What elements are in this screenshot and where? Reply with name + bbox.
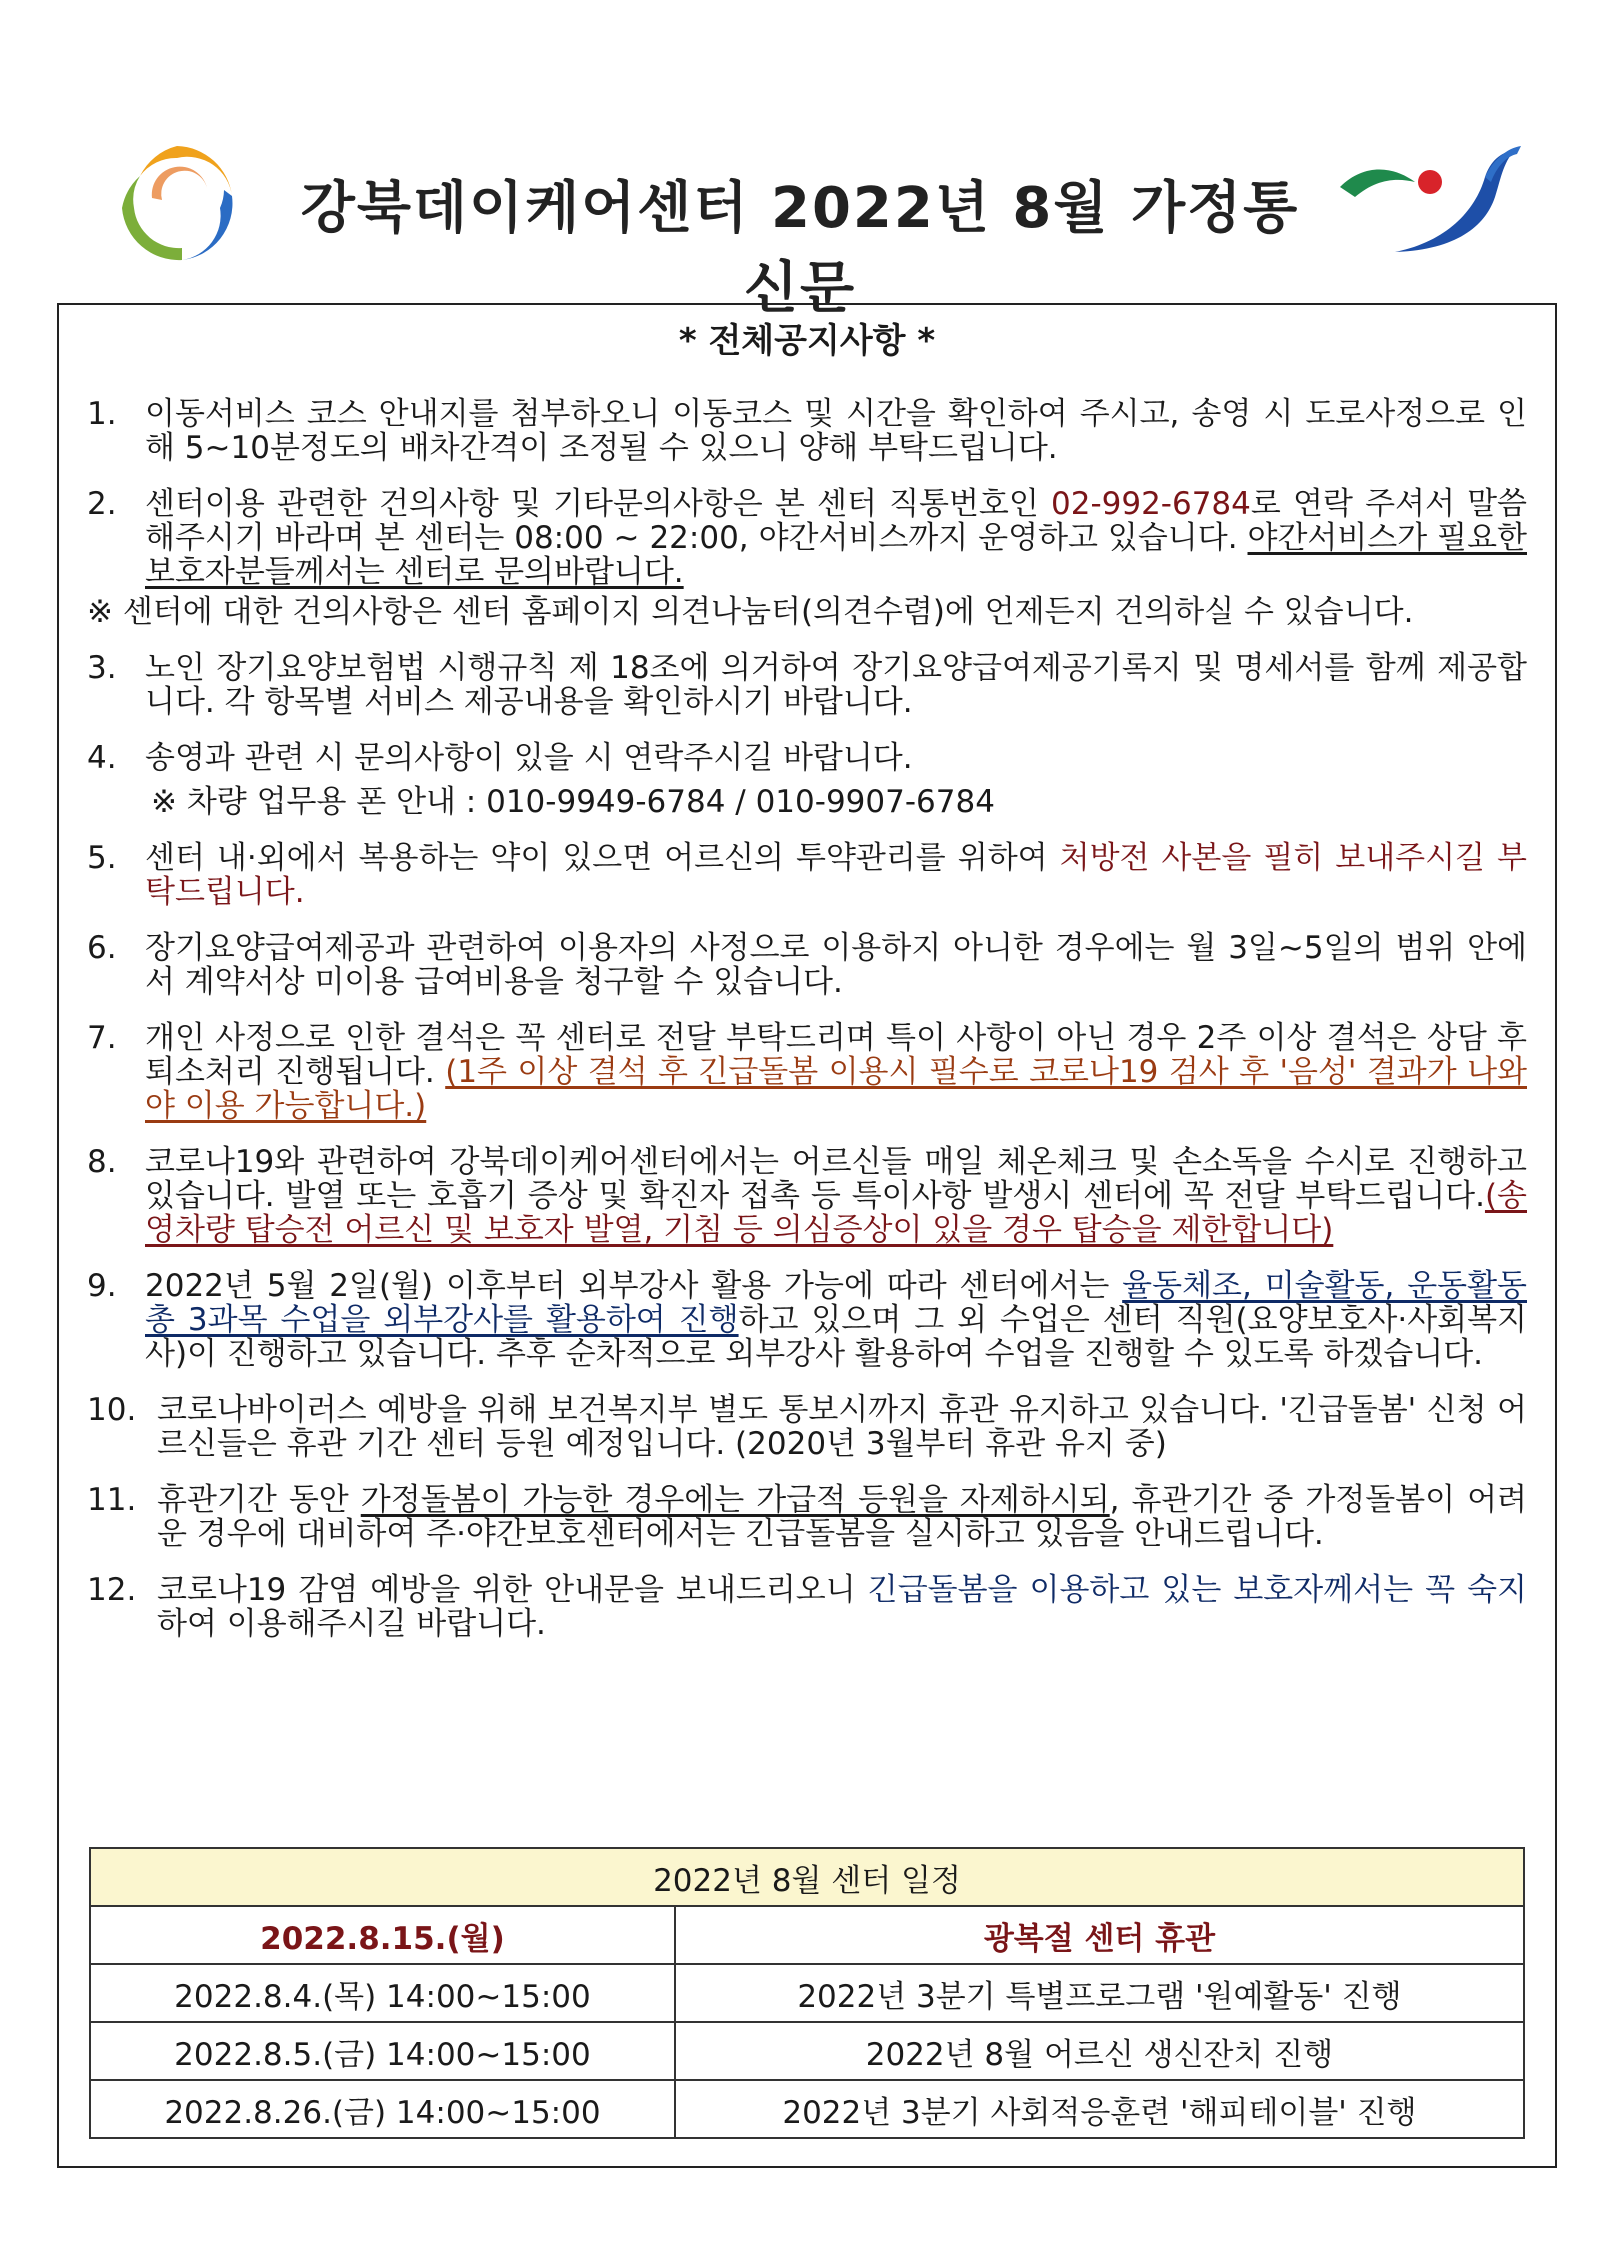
- item-number: 7.: [87, 1020, 117, 1056]
- notice-item-4: [87, 741, 1527, 819]
- item-text: 로 연락 주셔서 말씀해주시기 바라며 본 센터는 08:00 ~ 22:00, 야간서비스까지 운영하고 있습니다.: [145, 486, 1528, 556]
- notice-item-12: [87, 1573, 1527, 1641]
- schedule-date: 2022.8.5.(금) 14:00~15:00: [90, 2022, 675, 2080]
- item-text: 개인 사정으로 인한 결석은 꼭 센터로 전달 부탁드리며 특이 사항이 아닌 경우 2주 이상 결석은 상담 후 퇴소처리 진행됩니다.: [145, 1020, 1527, 1090]
- item-number: 4.: [87, 740, 117, 776]
- notice-frame: [57, 303, 1557, 2168]
- notice-item-3: [87, 651, 1527, 719]
- notice-item-6: [87, 931, 1527, 999]
- schedule-date: 2022.8.15.(월): [90, 1906, 675, 1964]
- notice-item-2: [87, 487, 1527, 629]
- schedule-title: 2022년 8월 센터 일정: [90, 1848, 1524, 1906]
- item-text-highlight: 긴급돌봄을 이용하고 있는 보호자께서는 꼭 숙지: [867, 1572, 1527, 1608]
- item-text-underlined: 야간서비스가 필요한 보호자분들께서는 센터로 문의바랍니다.: [145, 520, 1527, 590]
- item-text-underlined: 가정돌봄이 가능한 경우에는 가급적 등원을 자제하시되: [360, 1482, 1110, 1518]
- item-number: 10.: [87, 1392, 137, 1428]
- item-number: 1.: [87, 396, 117, 432]
- item-text: , 휴관기간 중 가정돌봄이 어려운 경우에 대비하여 주·야간보호센터에서는 긴급돌봄을 실시하고 있음을 안내드립니다.: [157, 1482, 1528, 1552]
- schedule-event: 2022년 3분기 특별프로그램 '원예활동' 진행: [675, 1964, 1524, 2022]
- center-phone-number: 02-992-6784: [1051, 486, 1251, 522]
- notice-list: [87, 397, 1527, 1663]
- item-text-highlight: (송영차량 탑승전 어르신 및 보호자 발열, 기침 등 의심증상이 있을 경우 탑승을 제한합니다): [145, 1178, 1527, 1248]
- item-text: 장기요양급여제공과 관련하여 이용자의 사정으로 이용하지 아니한 경우에는 월 3일~5일의 범위 안에서 계약서상 미이용 급여비용을 청구할 수 있습니다.: [145, 930, 1527, 1000]
- notice-item-10: [87, 1393, 1527, 1461]
- item-number: 3.: [87, 650, 117, 686]
- item-text: 코로나바이러스 예방을 위해 보건복지부 별도 통보시까지 휴관 유지하고 있습니다. '긴급돌봄' 신청 어르신들은 휴관 기간 센터 등원 예정입니다. (2020년 3월부터 휴관 유지 중): [157, 1392, 1527, 1462]
- page-title: 강북데이케어센터 2022년 8월 가정통신문: [300, 176, 1300, 321]
- notice-item-1: [87, 397, 1527, 465]
- item-number: 12.: [87, 1572, 137, 1608]
- schedule-header-row: [90, 1848, 1524, 1906]
- notice-item-9: [87, 1269, 1527, 1371]
- item-text-highlight: 처방전 사본을 필히 보내주시길 부탁드립니다.: [145, 840, 1527, 910]
- item-number: 8.: [87, 1144, 117, 1180]
- header: [0, 130, 1600, 321]
- item-text: 휴관기간 동안: [157, 1482, 361, 1518]
- item-text: 센터이용 관련한 건의사항 및 기타문의사항은 본 센터 직통번호인: [145, 486, 1051, 522]
- notice-item-11: [87, 1483, 1527, 1551]
- item-number: 2.: [87, 486, 117, 522]
- item-text-highlight: 율동체조, 미술활동, 운동활동 총 3과목 수업을 외부강사를 활용하여 진행: [145, 1268, 1527, 1338]
- item-text: 2022년 5월 2일(월) 이후부터 외부강사 활용 가능에 따라 센터에서는: [145, 1268, 1123, 1304]
- notice-item-7: [87, 1021, 1527, 1123]
- item-number: 6.: [87, 930, 117, 966]
- notice-item-5: [87, 841, 1527, 909]
- table-row: [90, 1906, 1524, 1964]
- schedule-date: 2022.8.4.(목) 14:00~15:00: [90, 1964, 675, 2022]
- item-text: 송영과 관련 시 문의사항이 있을 시 연락주시길 바랍니다.: [145, 740, 913, 776]
- item-number: 11.: [87, 1482, 137, 1518]
- item-note: ※ 센터에 대한 건의사항은 센터 홈페이지 의견나눔터(의견수렴)에 언제든지 건의하실 수 있습니다.: [87, 594, 1414, 630]
- notice-item-8: [87, 1145, 1527, 1247]
- item-number: 9.: [87, 1268, 117, 1304]
- item-number: 5.: [87, 840, 117, 876]
- item-text: 노인 장기요양보험법 시행규칙 제 18조에 의거하여 장기요양급여제공기록지 및 명세서를 함께 제공합니다. 각 항목별 서비스 제공내용을 확인하시기 바랍니다.: [145, 650, 1527, 720]
- item-text: 이동서비스 코스 안내지를 첨부하오니 이동코스 및 시간을 확인하여 주시고, 송영 시 도로사정으로 인해 5~10분정도의 배차간격이 조정될 수 있으니 양해 부탁드립니다.: [145, 396, 1527, 466]
- item-text: 코로나19와 관련하여 강북데이케어센터에서는 어르신들 매일 체온체크 및 손소독을 수시로 진행하고 있습니다. 발열 또는 호흡기 증상 및 확진자 접촉 등 특이사항 발생시 센터에 꼭 전달 부탁드립니다.: [145, 1144, 1527, 1214]
- schedule-date: 2022.8.26.(금) 14:00~15:00: [90, 2080, 675, 2138]
- vehicle-phone-note: ※ 차량 업무용 폰 안내 : 010-9949-6784 / 010-9907-6784: [151, 784, 995, 820]
- table-row: [90, 2022, 1524, 2080]
- swirl-logo-icon: [112, 138, 242, 268]
- item-text: 센터 내·외에서 복용하는 약이 있으면 어르신의 투약관리를 위하여: [145, 840, 1060, 876]
- item-text: 하고 있으며 그 외 수업은 센터 직원(요양보호사·사회복지사)이 진행하고 있습니다. 추후 순차적으로 외부강사 활용하여 수업을 진행할 수 있도록 하겠습니다.: [145, 1302, 1528, 1372]
- schedule-event: 광복절 센터 휴관: [675, 1906, 1524, 1964]
- item-text: 하여 이용해주시길 바랍니다.: [157, 1606, 546, 1642]
- section-title: * 전체공지사항 *: [678, 321, 936, 361]
- city-emblem-icon: [1335, 142, 1525, 262]
- table-row: [90, 2080, 1524, 2138]
- table-row: [90, 1964, 1524, 2022]
- item-text-highlight: (1주 이상 결석 후 긴급돌봄 이용시 필수로 코로나19 검사 후 '음성' 결과가 나와야 이용 가능합니다.): [145, 1054, 1527, 1124]
- schedule-event: 2022년 3분기 사회적응훈련 '해피테이블' 진행: [675, 2080, 1524, 2138]
- schedule-event: 2022년 8월 어르신 생신잔치 진행: [675, 2022, 1524, 2080]
- item-text: 코로나19 감염 예방을 위한 안내문을 보내드리오니: [157, 1572, 868, 1608]
- schedule-table: [89, 1847, 1525, 2139]
